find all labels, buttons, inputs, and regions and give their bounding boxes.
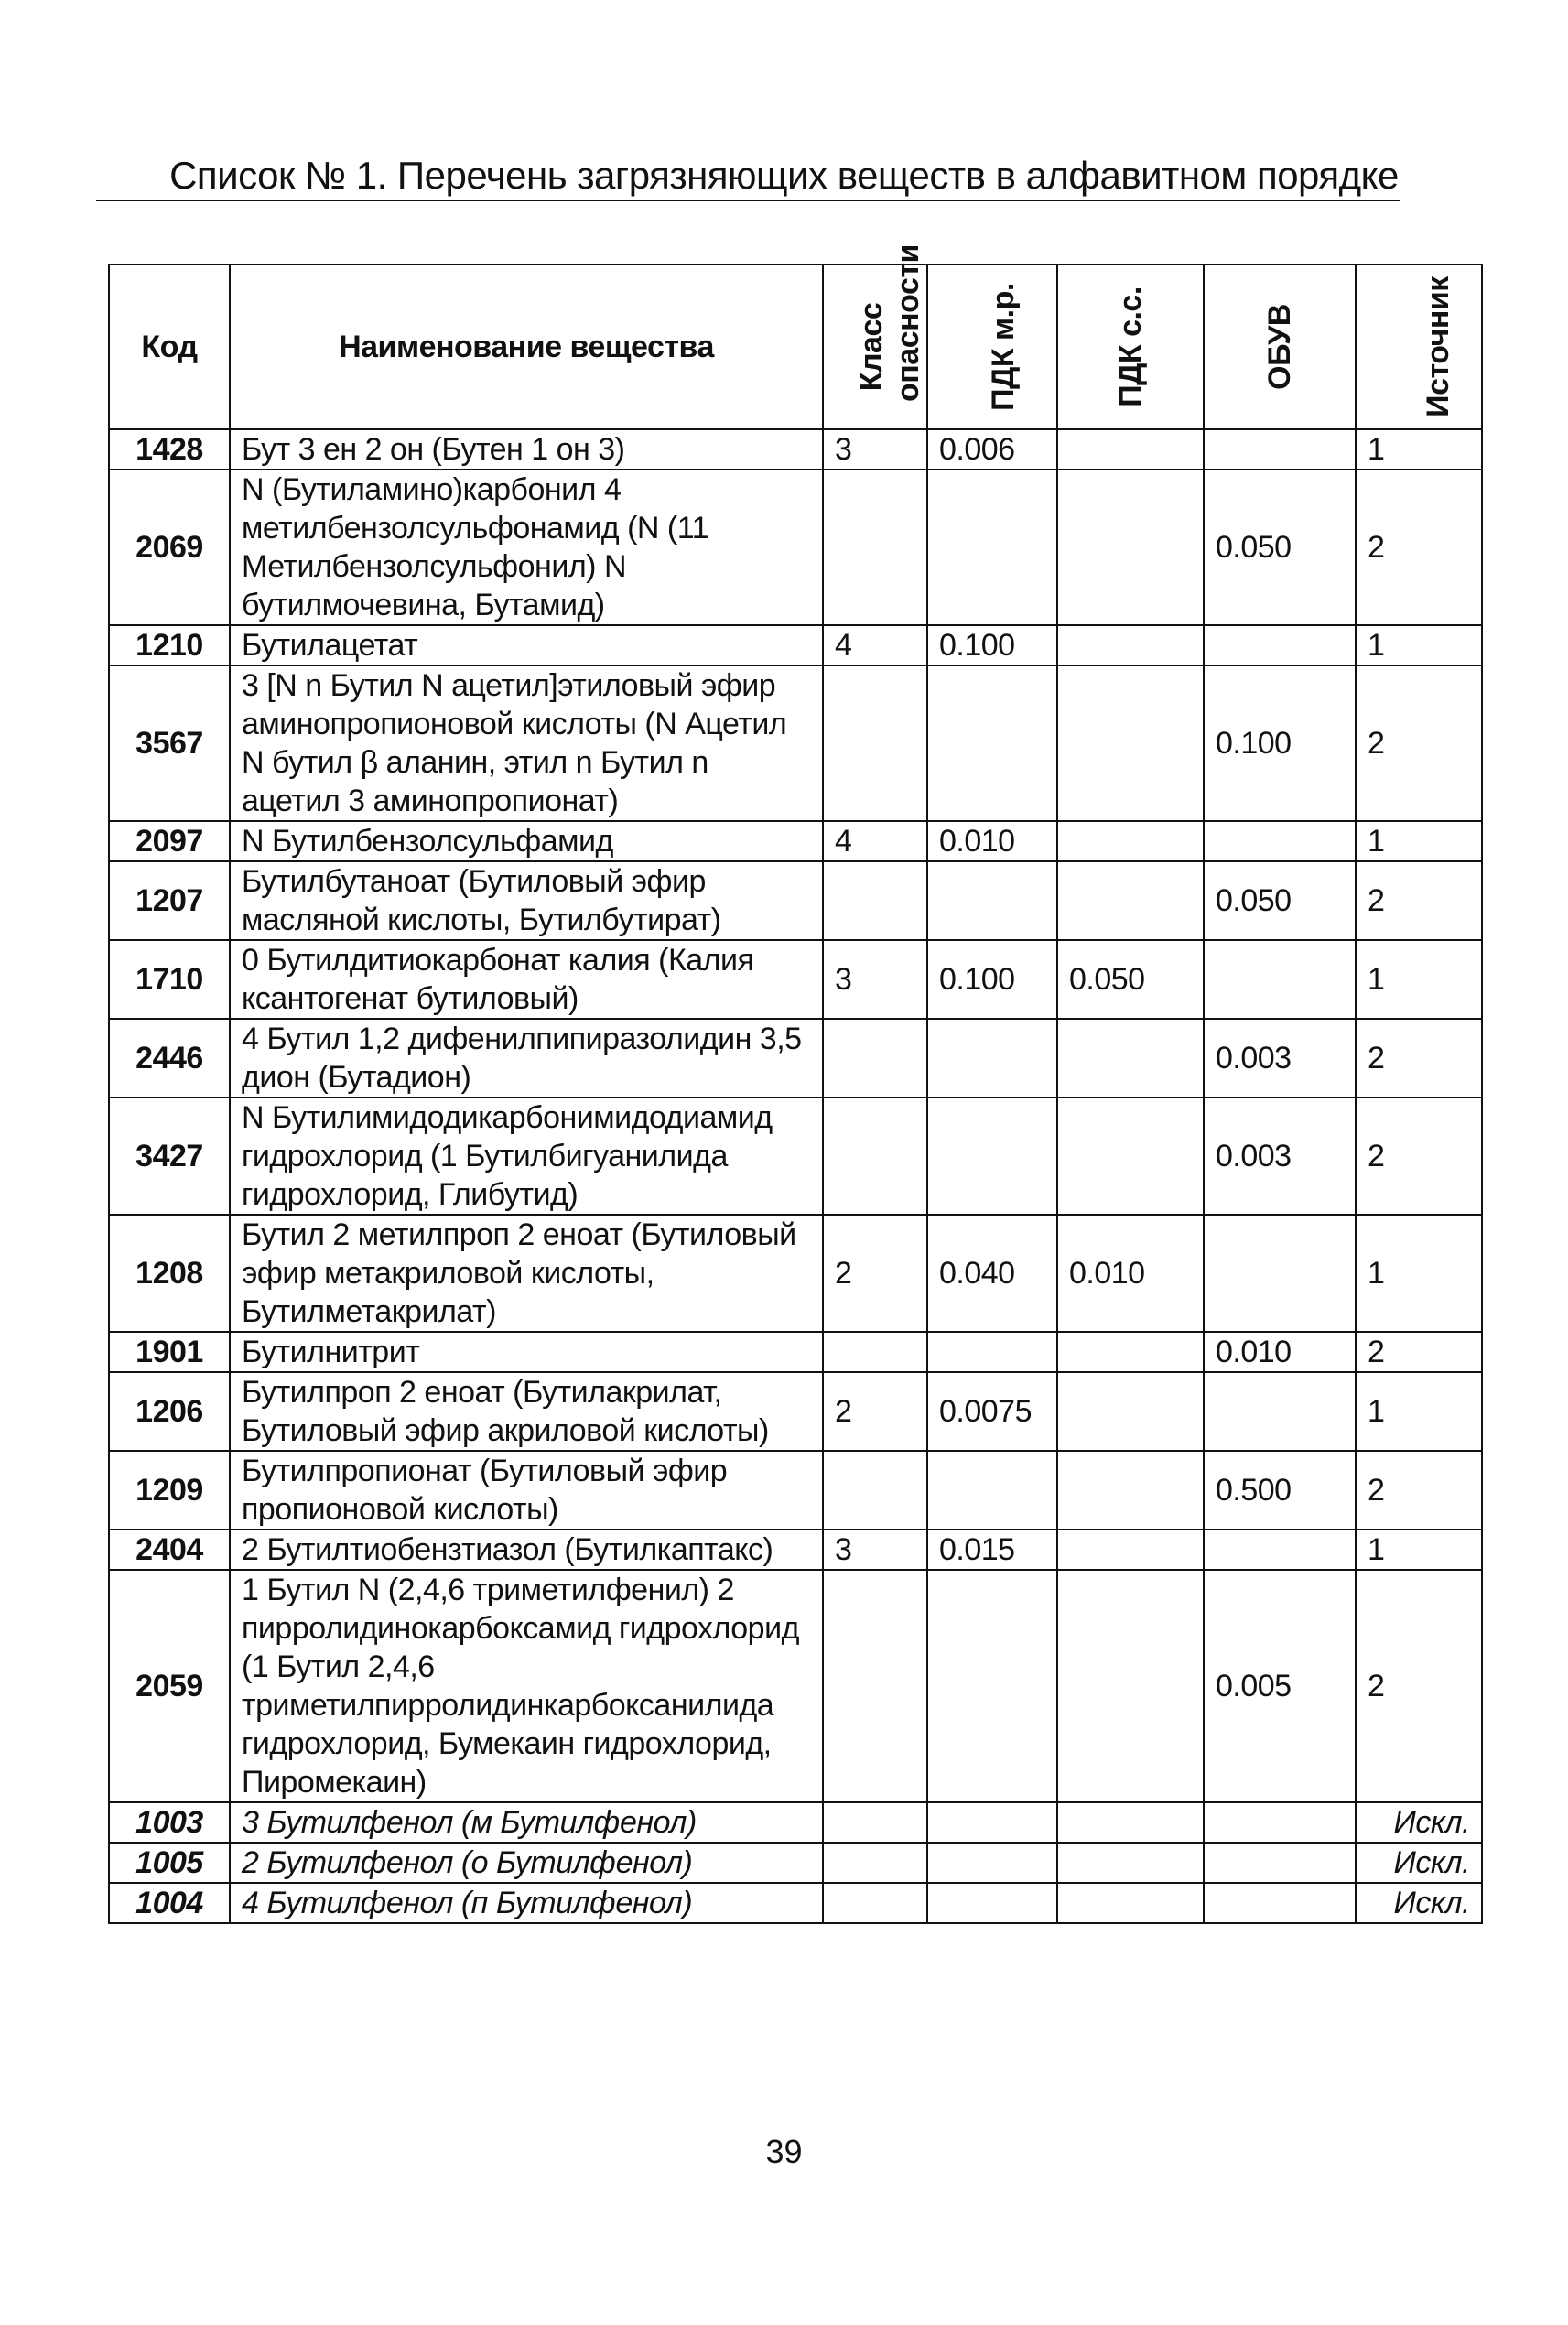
cell-obuv: 0.003 bbox=[1204, 1019, 1356, 1098]
cell-hazard-class: 2 bbox=[823, 1215, 927, 1332]
cell-source: 2 bbox=[1356, 1019, 1482, 1098]
cell-pdk-ss bbox=[1057, 861, 1204, 940]
cell-obuv bbox=[1204, 1843, 1356, 1883]
cell-obuv bbox=[1204, 940, 1356, 1019]
cell-source: 2 bbox=[1356, 1570, 1482, 1802]
cell-name: 2 Бутилфенол (о Бутилфенол) bbox=[230, 1843, 823, 1883]
cell-obuv bbox=[1204, 1530, 1356, 1570]
cell-hazard-class: 4 bbox=[823, 625, 927, 665]
table-row bbox=[109, 470, 1482, 625]
col-header-hazard-class: Класс опасности bbox=[823, 265, 927, 429]
cell-code: 3427 bbox=[109, 1098, 230, 1215]
col-header-pdk-mr: ПДК м.р. bbox=[927, 265, 1057, 429]
cell-obuv bbox=[1204, 429, 1356, 470]
cell-obuv: 0.003 bbox=[1204, 1098, 1356, 1215]
cell-code: 1005 bbox=[109, 1843, 230, 1883]
cell-code: 3567 bbox=[109, 665, 230, 821]
table-row bbox=[109, 1530, 1482, 1570]
cell-pdk-ss bbox=[1057, 1883, 1204, 1923]
cell-pdk-ss bbox=[1057, 1530, 1204, 1570]
cell-code: 1210 bbox=[109, 625, 230, 665]
cell-name: Бут 3 ен 2 он (Бутен 1 он 3) bbox=[230, 429, 823, 470]
cell-obuv: 0.050 bbox=[1204, 470, 1356, 625]
cell-source: 1 bbox=[1356, 1530, 1482, 1570]
cell-pdk-mr: 0.015 bbox=[927, 1530, 1057, 1570]
cell-name: Бутилацетат bbox=[230, 625, 823, 665]
cell-pdk-ss bbox=[1057, 1802, 1204, 1843]
cell-pdk-ss bbox=[1057, 1098, 1204, 1215]
cell-source: 2 bbox=[1356, 861, 1482, 940]
cell-code: 2097 bbox=[109, 821, 230, 861]
cell-pdk-mr: 0.010 bbox=[927, 821, 1057, 861]
cell-hazard-class: 2 bbox=[823, 1372, 927, 1451]
cell-hazard-class bbox=[823, 1883, 927, 1923]
cell-pdk-ss bbox=[1057, 665, 1204, 821]
table-row bbox=[109, 1883, 1482, 1923]
cell-name: 3 [N n Бутил N ацетил]этиловый эфир аминопропионовой кислоты (N Ацетил N бутил β аланин, этил n Бутил n ацетил 3 аминопропионат) bbox=[230, 665, 823, 821]
cell-code: 1208 bbox=[109, 1215, 230, 1332]
table-row bbox=[109, 821, 1482, 861]
cell-obuv: 0.500 bbox=[1204, 1451, 1356, 1530]
cell-pdk-ss bbox=[1057, 625, 1204, 665]
cell-pdk-ss bbox=[1057, 1570, 1204, 1802]
cell-source: 1 bbox=[1356, 1372, 1482, 1451]
table-row bbox=[109, 1019, 1482, 1098]
cell-pdk-ss bbox=[1057, 1332, 1204, 1372]
cell-pdk-mr bbox=[927, 1843, 1057, 1883]
cell-source: 1 bbox=[1356, 821, 1482, 861]
cell-obuv bbox=[1204, 821, 1356, 861]
cell-name: 2 Бутилтиобензтиазол (Бутилкаптакс) bbox=[230, 1530, 823, 1570]
cell-pdk-mr: 0.006 bbox=[927, 429, 1057, 470]
cell-source: 2 bbox=[1356, 665, 1482, 821]
cell-code: 1206 bbox=[109, 1372, 230, 1451]
cell-hazard-class: 3 bbox=[823, 1530, 927, 1570]
table-row bbox=[109, 861, 1482, 940]
table-row bbox=[109, 1332, 1482, 1372]
col-header-name: Наименование вещества bbox=[230, 265, 823, 429]
col-header-pdk-ss: ПДК с.с. bbox=[1057, 265, 1204, 429]
cell-obuv: 0.005 bbox=[1204, 1570, 1356, 1802]
table-row bbox=[109, 665, 1482, 821]
cell-source: Искл. bbox=[1356, 1883, 1482, 1923]
cell-pdk-mr: 0.040 bbox=[927, 1215, 1057, 1332]
cell-source: Искл. bbox=[1356, 1843, 1482, 1883]
cell-hazard-class bbox=[823, 1019, 927, 1098]
cell-hazard-class bbox=[823, 1451, 927, 1530]
cell-name: Бутилнитрит bbox=[230, 1332, 823, 1372]
cell-hazard-class bbox=[823, 1332, 927, 1372]
table-row bbox=[109, 1451, 1482, 1530]
cell-pdk-ss bbox=[1057, 1451, 1204, 1530]
cell-name: Бутилбутаноат (Бутиловый эфир масляной кислоты, Бутилбутират) bbox=[230, 861, 823, 940]
cell-code: 1901 bbox=[109, 1332, 230, 1372]
cell-pdk-ss bbox=[1057, 1019, 1204, 1098]
cell-hazard-class bbox=[823, 861, 927, 940]
table-row bbox=[109, 1215, 1482, 1332]
cell-code: 1207 bbox=[109, 861, 230, 940]
table-row bbox=[109, 1843, 1482, 1883]
cell-name: 0 Бутилдитиокарбонат калия (Калия ксантогенат бутиловый) bbox=[230, 940, 823, 1019]
cell-hazard-class bbox=[823, 1098, 927, 1215]
cell-code: 2404 bbox=[109, 1530, 230, 1570]
cell-pdk-mr bbox=[927, 1098, 1057, 1215]
cell-source: Искл. bbox=[1356, 1802, 1482, 1843]
cell-code: 1710 bbox=[109, 940, 230, 1019]
page-title: Список № 1. Перечень загрязняющих веществ в алфавитном порядке bbox=[169, 154, 1399, 197]
table-row bbox=[109, 940, 1482, 1019]
cell-name: Бутилпроп 2 еноат (Бутилакрилат, Бутиловый эфир акриловой кислоты) bbox=[230, 1372, 823, 1451]
cell-source: 1 bbox=[1356, 1215, 1482, 1332]
cell-hazard-class bbox=[823, 1843, 927, 1883]
cell-name: 1 Бутил N (2,4,6 триметилфенил) 2 пирролидинокарбоксамид гидрохлорид (1 Бутил 2,4,6 триметилпирролидинкарбоксанилида гидрохлорид, Бумекаин гидрохлорид, Пиромекаин) bbox=[230, 1570, 823, 1802]
cell-pdk-mr bbox=[927, 1802, 1057, 1843]
cell-pdk-ss bbox=[1057, 470, 1204, 625]
cell-obuv bbox=[1204, 1802, 1356, 1843]
table-row bbox=[109, 1372, 1482, 1451]
col-header-source: Источник bbox=[1356, 265, 1482, 429]
col-header-obuv: ОБУВ bbox=[1204, 265, 1356, 429]
cell-obuv: 0.100 bbox=[1204, 665, 1356, 821]
cell-pdk-mr bbox=[927, 1570, 1057, 1802]
cell-pdk-mr bbox=[927, 470, 1057, 625]
table-row bbox=[109, 429, 1482, 470]
cell-hazard-class bbox=[823, 1570, 927, 1802]
cell-code: 1004 bbox=[109, 1883, 230, 1923]
cell-source: 1 bbox=[1356, 429, 1482, 470]
cell-source: 1 bbox=[1356, 940, 1482, 1019]
table-row bbox=[109, 1570, 1482, 1802]
cell-hazard-class bbox=[823, 665, 927, 821]
cell-code: 2069 bbox=[109, 470, 230, 625]
cell-hazard-class: 3 bbox=[823, 429, 927, 470]
cell-pdk-mr bbox=[927, 1883, 1057, 1923]
cell-obuv: 0.010 bbox=[1204, 1332, 1356, 1372]
cell-obuv: 0.050 bbox=[1204, 861, 1356, 940]
cell-hazard-class: 3 bbox=[823, 940, 927, 1019]
cell-pdk-ss: 0.010 bbox=[1057, 1215, 1204, 1332]
page-number: 39 bbox=[765, 2133, 803, 2170]
cell-obuv bbox=[1204, 1215, 1356, 1332]
cell-source: 1 bbox=[1356, 625, 1482, 665]
cell-source: 2 bbox=[1356, 1098, 1482, 1215]
cell-code: 1003 bbox=[109, 1802, 230, 1843]
cell-hazard-class bbox=[823, 1802, 927, 1843]
cell-pdk-mr: 0.100 bbox=[927, 940, 1057, 1019]
cell-pdk-ss bbox=[1057, 821, 1204, 861]
cell-name: Бутилпропионат (Бутиловый эфир пропионовой кислоты) bbox=[230, 1451, 823, 1530]
cell-pdk-ss bbox=[1057, 429, 1204, 470]
cell-code: 1209 bbox=[109, 1451, 230, 1530]
cell-hazard-class: 4 bbox=[823, 821, 927, 861]
cell-pdk-mr bbox=[927, 665, 1057, 821]
cell-pdk-mr: 0.0075 bbox=[927, 1372, 1057, 1451]
cell-obuv bbox=[1204, 625, 1356, 665]
cell-name: 3 Бутилфенол (м Бутилфенол) bbox=[230, 1802, 823, 1843]
table-row bbox=[109, 625, 1482, 665]
cell-source: 2 bbox=[1356, 1332, 1482, 1372]
cell-pdk-mr bbox=[927, 1019, 1057, 1098]
cell-pdk-mr bbox=[927, 861, 1057, 940]
cell-name: 4 Бутил 1,2 дифенилпипиразолидин 3,5 дион (Бутадион) bbox=[230, 1019, 823, 1098]
cell-name: N (Бутиламино)карбонил 4 метилбензолсульфонамид (N (11 Метилбензолсульфонил) N бутилмочевина, Бутамид) bbox=[230, 470, 823, 625]
cell-pdk-ss bbox=[1057, 1372, 1204, 1451]
cell-pdk-mr: 0.100 bbox=[927, 625, 1057, 665]
cell-name: Бутил 2 метилпроп 2 еноат (Бутиловый эфир метакриловой кислоты, Бутилметакрилат) bbox=[230, 1215, 823, 1332]
cell-pdk-mr bbox=[927, 1451, 1057, 1530]
title-divider bbox=[96, 200, 1400, 201]
cell-code: 1428 bbox=[109, 429, 230, 470]
cell-name: N Бутилимидодикарбонимидодиамид гидрохлорид (1 Бутилбигуанилида гидрохлорид, Глибутид) bbox=[230, 1098, 823, 1215]
table-body bbox=[109, 429, 1482, 1923]
cell-pdk-ss: 0.050 bbox=[1057, 940, 1204, 1019]
cell-pdk-ss bbox=[1057, 1843, 1204, 1883]
cell-source: 2 bbox=[1356, 470, 1482, 625]
table-row bbox=[109, 1098, 1482, 1215]
cell-obuv bbox=[1204, 1883, 1356, 1923]
table-row bbox=[109, 1802, 1482, 1843]
col-header-code: Код bbox=[109, 265, 230, 429]
substances-table bbox=[108, 243, 1483, 1924]
cell-hazard-class bbox=[823, 470, 927, 625]
table-header-row bbox=[109, 265, 1482, 429]
cell-source: 2 bbox=[1356, 1451, 1482, 1530]
cell-pdk-mr bbox=[927, 1332, 1057, 1372]
cell-code: 2446 bbox=[109, 1019, 230, 1098]
cell-name: N Бутилбензолсульфамид bbox=[230, 821, 823, 861]
cell-code: 2059 bbox=[109, 1570, 230, 1802]
cell-obuv bbox=[1204, 1372, 1356, 1451]
cell-name: 4 Бутилфенол (п Бутилфенол) bbox=[230, 1883, 823, 1923]
